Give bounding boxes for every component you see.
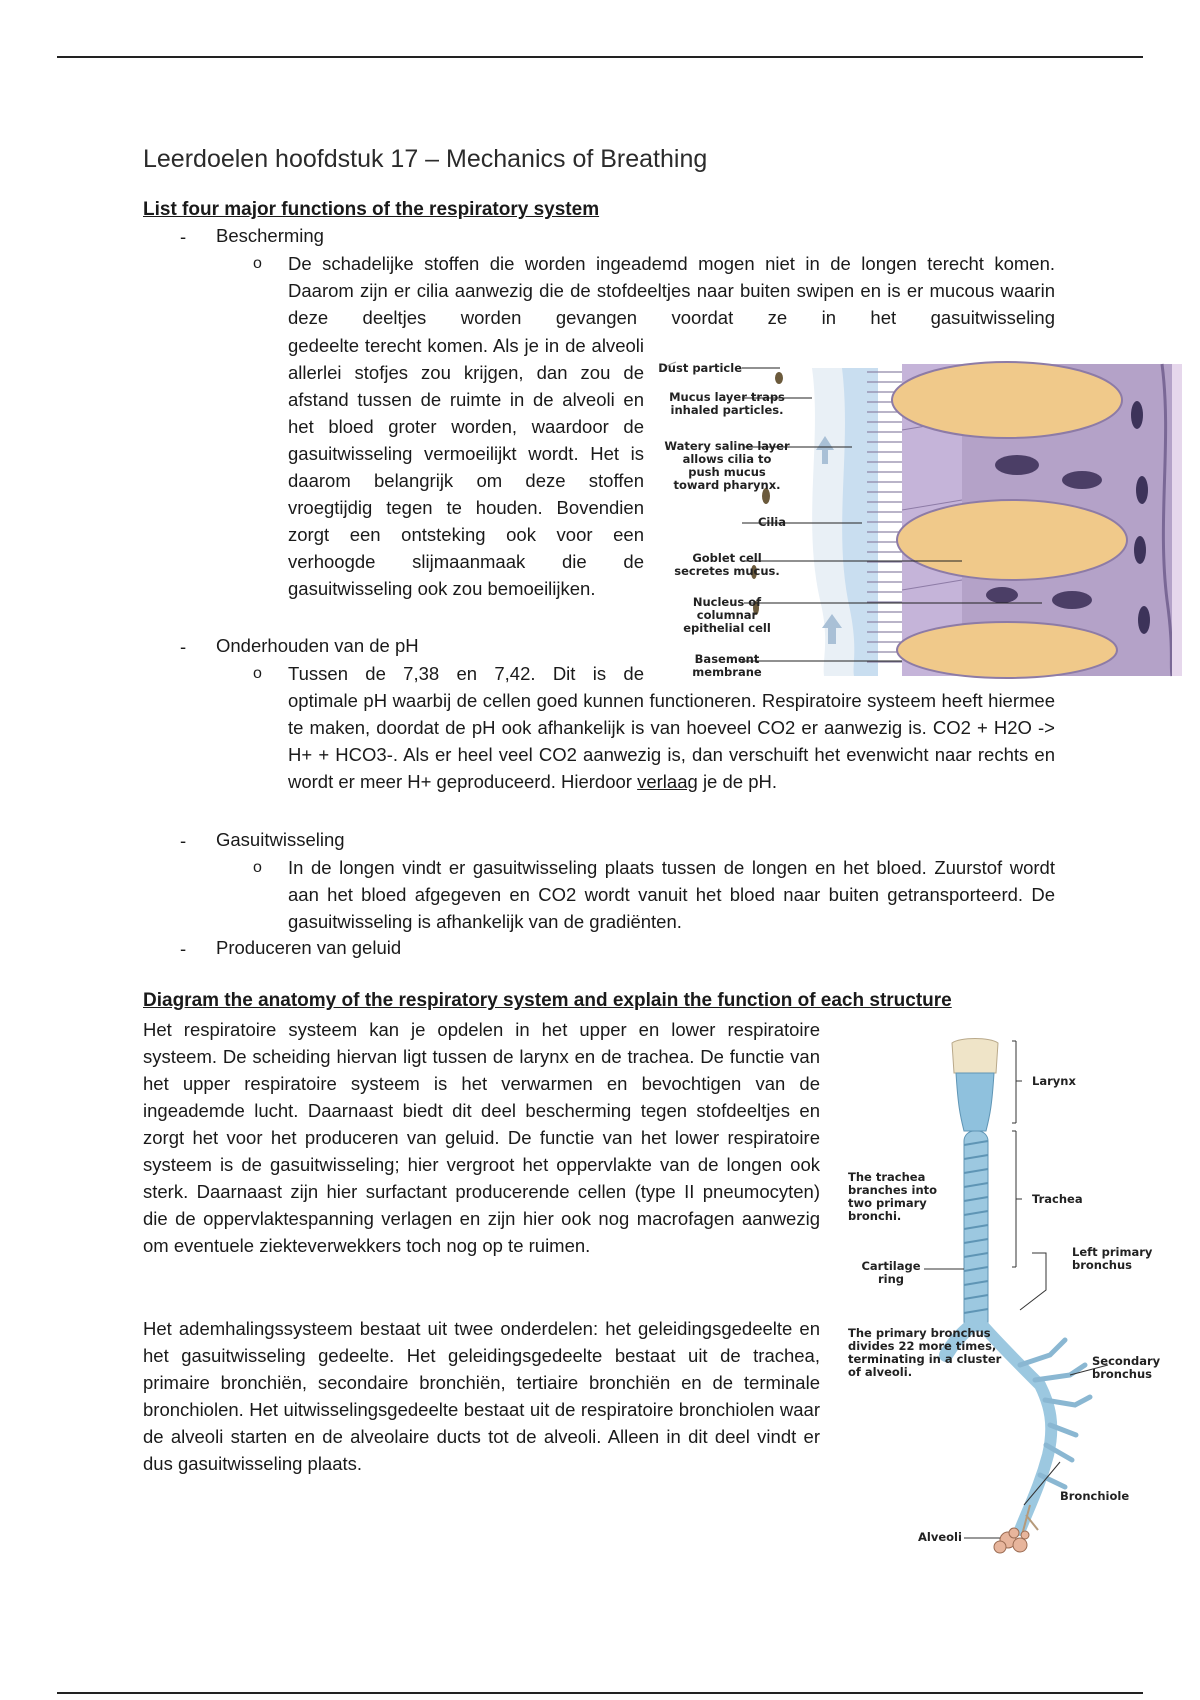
respiratory-tree-figure — [840, 1035, 1180, 1555]
label-dust: Dust particle — [658, 361, 742, 375]
sub-bullet-marker: o — [253, 255, 262, 272]
bullet-dash: - — [180, 830, 187, 851]
label-alveoli: Alveoli — [918, 1530, 962, 1544]
header-rule — [57, 56, 1143, 58]
label-bronchiole: Bronchiole — [1060, 1489, 1130, 1503]
label-basement: Basement membrane — [692, 652, 762, 679]
label-larynx: Larynx — [1032, 1074, 1076, 1088]
anatomy-paragraph-1: Het respiratoire systeem kan je opdelen in het upper en lower respiratoire systeem. De scheiding hiervan ligt tussen de larynx en de trachea. De functie van het upper respiratoire systeem is het verwarmen en bevochtigen van de ingeademde lucht. Daarnaast biedt dit deel bescherming tegen stofdeeltjes en zorgt het voor het produceren van geluid. De functie van het lower respiratoire systeem is de gasuitwisseling; hier vergroot het oppervlakte van de longen ook sterk. Daarnaast zijn hier surfactant producerende cellen (type II pneumocyten) die de oppervlaktespanning verlagen en zijn hier ook nog macrofagen aanwezig om eventuele ziekteverwekkers toch nog op te ruimen. — [143, 1019, 820, 1256]
bescherming-text-wide: De schadelijke stoffen die worden ingeademd mogen niet in de longen terecht komen. Daarom zijn er cilia aanwezig die de stofdeeltjes naar buiten swipen en is er mucous waarin deze deeltjes worden gevangen voordat ze in het gasuitwisseling — [288, 253, 1055, 328]
section-heading-anatomy: Diagram the anatomy of the respiratory system and explain the function of each structure — [143, 990, 952, 1011]
epithelium-figure — [658, 360, 1182, 680]
sub-bullet-marker: o — [253, 665, 262, 682]
bullet-dash: - — [180, 938, 187, 959]
ph-text-first: Tussen de 7,38 en 7,42. Dit is de — [288, 663, 644, 684]
gasuitwisseling-text: In de longen vindt er gasuitwisseling plaats tussen de longen en het bloed. Zuurstof wordt aan het bloed afgegeven en CO2 wordt vanuit het bloed naar buiten getransporteerd. De gasuitwisseling is afhankelijk van de gradiënten. — [288, 857, 1055, 932]
label-left-primary-bronchus: Left primary bronchus — [1072, 1245, 1153, 1272]
bescherming-text-narrow: gedeelte terecht komen. Als je in de alveoli allerlei stofjes zou krijgen, dan zou de afstand tussen de ruimte in de alveoli en het bloed groter worden, waardoor de gasuitwisseling vermoeilijkt wordt. Het is daarom belangrijk om deze stoffen vroegtijdig tegen te houden. Bovendien zorgt een ontsteking ook voor een verhoogde slijmaanmaak die de gasuitwisseling ook zou bemoeilijken. — [288, 335, 644, 599]
label-watery: Watery saline layer allows cilia to push mucus toward pharynx. — [664, 439, 790, 492]
label-cartilage: Cartilage ring — [861, 1259, 921, 1286]
footer-rule — [57, 1692, 1143, 1694]
bullet-bescherming: Bescherming — [216, 225, 324, 246]
bullet-gasuitwisseling: Gasuitwisseling — [216, 829, 345, 850]
label-trachea-note: The trachea branches into two primary bronchi. — [848, 1170, 938, 1223]
label-goblet: Goblet cell secretes mucus. — [674, 551, 780, 578]
bullet-geluid: Produceren van geluid — [216, 937, 402, 958]
section-heading-functions: List four major functions of the respiratory system — [143, 199, 600, 220]
label-cilia: Cilia — [757, 515, 786, 529]
document-title: Leerdoelen hoofdstuk 17 – Mechanics of Breathing — [143, 145, 708, 173]
sub-bullet-marker: o — [253, 859, 262, 876]
anatomy-paragraph-2: Het ademhalingssysteem bestaat uit twee onderdelen: het geleidingsgedeelte en het gasuitwisseling gedeelte. Het geleidingsgedeelte bestaat uit de trachea, primaire bronchiën, secondaire bronchiën, tertiaire bronchiën en de terminale bronchiolen. Het uitwisselingsgedeelte bestaat uit de respiratoire bronchiolen waar de alveoli starten en de alveolaire ducts tot de alveoli. Alleen in dit deel vindt er dus gasuitwisseling plaats. — [143, 1318, 820, 1474]
bullet-dash: - — [180, 636, 187, 657]
bullet-dash: - — [180, 226, 187, 247]
bullet-ph: Onderhouden van de pH — [216, 635, 419, 656]
ph-text-rest: optimale pH waarbij de cellen goed kunnen functioneren. Respiratoire systeem heeft hiermee te maken, doordat de pH ook afhankelijk is van hoeveel CO2 er aanwezig is. CO2 + H2O -> H+ + HCO3-. Als er heel veel CO2 aanwezig is, dan verschuift het evenwicht naar rechts en wordt er meer H+ geproduceerd. Hierdoor verlaag je de pH. — [288, 690, 1055, 792]
label-secondary-bronchus: Secondary bronchus — [1092, 1354, 1161, 1381]
underlined-word: verlaag — [637, 771, 698, 792]
label-primary-bronchus-note: The primary bronchus divides 22 more times, terminating in a cluster of alveoli. — [848, 1326, 1002, 1379]
label-trachea: Trachea — [1032, 1192, 1083, 1206]
label-mucus: Mucus layer traps inhaled particles. — [669, 390, 785, 417]
respiratory-tree-illustration — [840, 1035, 1180, 1555]
label-nucleus: Nucleus of columnar epithelial cell — [683, 595, 771, 635]
